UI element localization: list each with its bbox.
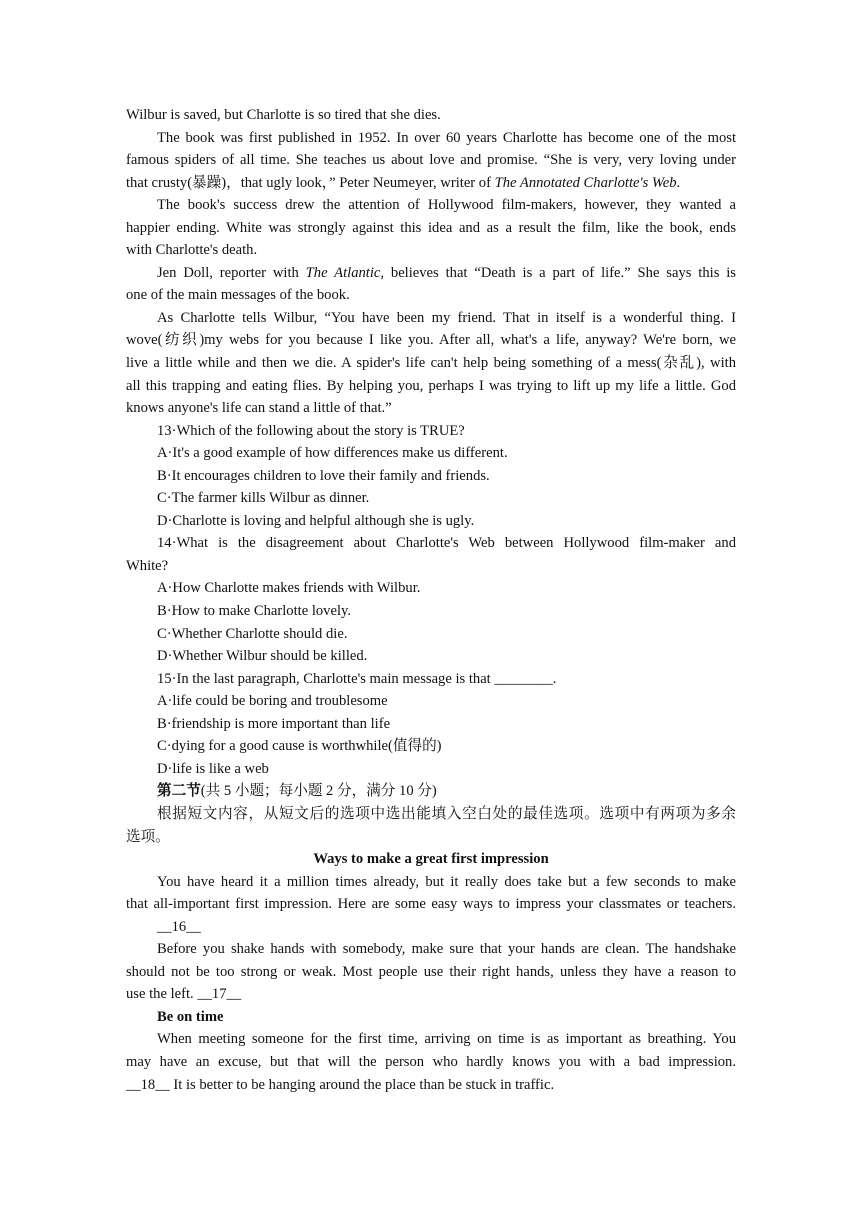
question-15-option-c: C·dying for a good cause is worthwhile(值得的) <box>157 738 442 755</box>
question-13-option-b: B·It encourages children to love their family and friends. <box>157 467 490 484</box>
article-text: use the left. <box>126 986 198 1003</box>
question-13-option-d: D·Charlotte is loving and helpful although she is ugly. <box>157 512 475 529</box>
section-instructions: 根据短文内容，从短文后的选项中选出能填入空白处的最佳选项。选项中有两项为多余 <box>157 805 736 822</box>
section-heading <box>126 780 736 803</box>
question-14-continued: White? <box>126 557 169 574</box>
question-15-option-d: D·life is like a web <box>157 760 269 777</box>
blank-16: __16__ <box>157 918 201 935</box>
passage-text: . <box>676 174 681 191</box>
passage-line: happier ending. White was strongly against this idea and as a result the film, like the book, ends <box>126 219 736 236</box>
question-14-option-c: C·Whether Charlotte should die. <box>157 625 348 642</box>
article-subheading: Be on time <box>157 1008 224 1025</box>
article-line: You have heard it a million times already, but it really does take but a few seconds to make <box>157 873 736 890</box>
question-13-option-a: A·It's a good example of how differences make us different. <box>157 445 508 462</box>
section-heading-label: 第二节 <box>157 783 201 800</box>
article-line: should not be too strong or weak. Most people use their right hands, unless they have a reason to <box>126 963 736 980</box>
article-line: may have an excuse, but that will the person who hardly knows you with a bad impression. <box>126 1053 736 1070</box>
passage-line: famous spiders of all time. She teaches us about love and promise. “She is very, very loving under <box>126 152 736 169</box>
passage-line: wove(纺织)my webs for you because I like you. After all, what's a life, anyway? We're born, we <box>126 332 736 349</box>
article-line: Before you shake hands with somebody, make sure that your hands are clean. The handshake <box>157 941 736 958</box>
article-line <box>126 983 736 1006</box>
passage-text: Jen Doll, reporter with <box>157 264 306 281</box>
question-13: 13·Which of the following about the story is TRUE? <box>157 422 465 439</box>
passage-line: one of the main messages of the book. <box>126 287 350 304</box>
passage-line: As Charlotte tells Wilbur, “You have been my friend. That in itself is a wonderful thing. I <box>157 309 736 326</box>
section-heading-scoring: (共 5 小题；每小题 2 分，满分 10 分) <box>200 783 437 800</box>
article-line <box>126 1074 736 1097</box>
passage-line: Wilbur is saved, but Charlotte is so tired that she dies. <box>126 107 441 123</box>
question-15-option-b: B·friendship is more important than life <box>157 715 391 732</box>
passage-line <box>126 172 736 195</box>
article-title: Ways to make a great first impression <box>313 851 549 868</box>
passage-line: knows anyone's life can stand a little of that.” <box>126 400 392 417</box>
book-title: The Annotated Charlotte's Web <box>494 174 677 191</box>
passage-line: all this trapping and eating flies. By helping you, perhaps I was trying to lift up my life a little. God <box>126 377 736 394</box>
article-text: It is better to be hanging around the place than be stuck in traffic. <box>169 1076 555 1093</box>
article-line: When meeting someone for the first time, arriving on time is as important as breathing. You <box>157 1031 736 1048</box>
question-15-option-a: A·life could be boring and troublesome <box>157 693 388 710</box>
magazine-title: The Atlantic, <box>305 264 385 281</box>
passage-line <box>126 262 736 285</box>
passage-line: with Charlotte's death. <box>126 242 258 259</box>
blank-18: __18__ <box>126 1076 170 1093</box>
question-15: 15·In the last paragraph, Charlotte's main message is that ________. <box>157 670 557 687</box>
passage-line: The book was first published in 1952. In over 60 years Charlotte has become one of the most <box>157 129 736 146</box>
passage-line: The book's success drew the attention of Hollywood film‐makers, however, they wanted a <box>157 197 736 214</box>
document-page <box>126 104 736 1096</box>
article-line: that all-important first impression. Here are some easy ways to impress your classmates or teachers. <box>126 896 736 913</box>
question-14-option-d: D·Whether Wilbur should be killed. <box>157 648 368 665</box>
blank-17: __17__ <box>197 986 242 1003</box>
passage-line: live a little while and then we die. A spider's life can't help being something of a mess(杂乱), with <box>126 355 736 372</box>
section-instructions-continued: 选项。 <box>126 828 170 845</box>
question-14-option-a: A·How Charlotte makes friends with Wilbur. <box>157 580 421 597</box>
passage-text: believes that “Death is a part of life.” She says this is <box>384 264 736 281</box>
question-13-option-c: C·The farmer kills Wilbur as dinner. <box>157 490 370 507</box>
passage-text: that crusty(暴躁)，that ugly look，” Peter Neumeyer, writer of <box>126 174 495 191</box>
question-14-option-b: B·How to make Charlotte lovely. <box>157 603 352 620</box>
question-14: 14·What is the disagreement about Charlotte's Web between Hollywood film-maker and <box>157 535 736 552</box>
